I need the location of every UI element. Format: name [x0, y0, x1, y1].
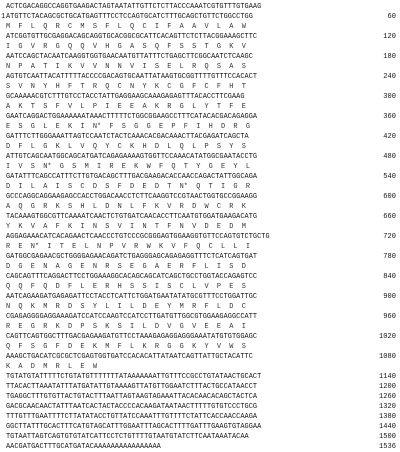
nucleotide-row [0, 192, 400, 202]
row-end-number: 1320 [378, 403, 396, 411]
nucleotide-text: CGAGAGGGGAGGAAAGATCCATCCAAGTCCATCCTTGATGTTGGCGTGGAAGAGGCCATT [6, 313, 258, 321]
nucleotide-text: AAAGCTGACATCGCGCTCGAGTGGTGATCCACACATTATAATCAGTTATTGCTACATTC [6, 353, 253, 361]
nucleotide-row [0, 2, 400, 12]
amino-acid-text: Y K V A F K I N S V I N T F N V D E D M [6, 223, 246, 231]
nucleotide-row [0, 212, 400, 222]
nucleotide-row [0, 392, 400, 402]
row-end-number: 600 [383, 193, 396, 201]
nucleotide-row [0, 312, 400, 322]
amino-acid-row [0, 342, 400, 352]
amino-acid-text: Q F S G F D E K M F L K R G G K Y V W S [6, 343, 246, 351]
amino-acid-text: M F L Q R C M S F L Q C I F A A V L A W [6, 23, 246, 31]
row-end-number: 840 [383, 273, 396, 281]
nucleotide-text: ATTGTCAGCAATGGCAGCATGATCAGAGAAAAGTGGTTCCAAACATATGGCGAATACCTG [6, 153, 258, 161]
row-end-number: 1536 [378, 443, 396, 451]
amino-acid-text: A K T S F V L P I E E A K R G L Y T F E [6, 103, 246, 111]
amino-acid-row [0, 82, 400, 92]
nucleotide-text: CAGTTCAGTGGCTTTGACGAGAAGATGTTCCTAAAGAGAGGAGGGAAATATGTGTGGAGC [6, 333, 258, 341]
amino-acid-text: D G E N A G E N R S E G A E R F L I S D [6, 263, 246, 271]
nucleotide-row [0, 152, 400, 162]
nucleotide-text: GAATCAGGACTGGAAAAAATAAACTTTTTCTGGCGGAAGCCTTTCATACACGACAGAGGA [6, 113, 258, 121]
row-end-number: 540 [383, 173, 396, 181]
row-end-number: 480 [383, 153, 396, 161]
nucleotide-row [0, 352, 400, 362]
amino-acid-text: D F L G K L V Q Y C K H D L Q L P S Y S [6, 143, 246, 151]
nucleotide-row [0, 12, 400, 22]
sequence-figure [0, 2, 400, 452]
nucleotide-row [0, 372, 400, 382]
amino-acid-row [0, 162, 400, 172]
row-end-number: 300 [383, 93, 396, 101]
row-end-number: 1500 [378, 433, 396, 441]
amino-acid-row [0, 302, 400, 312]
nucleotide-row [0, 252, 400, 262]
nucleotide-row [0, 412, 400, 422]
row-end-number: 180 [383, 53, 396, 61]
nucleotide-text: ATGTTCTACAGCGCTGCATGAGTTTCCTCCAGTGCATCTTTGCAGCTGTTCTGGCCTGG [6, 13, 253, 21]
nucleotide-row [0, 432, 400, 442]
nucleotide-text: GCCCAGGCAGGAAGAGCCACCTGGACAACCTCTTCAAGGTCCGTAACTGGTGCCGGAAGG [6, 193, 258, 201]
amino-acid-text: A Q G R K S H L D N L F K V R D W C R K [6, 203, 246, 211]
amino-acid-text: E S G L E K I N* F S G G E P F I H D R G [6, 123, 250, 131]
nucleotide-row [0, 32, 400, 42]
amino-acid-row [0, 182, 400, 192]
row-end-number: 660 [383, 213, 396, 221]
nucleotide-row [0, 442, 400, 452]
amino-acid-row [0, 202, 400, 212]
row-end-number: 240 [383, 73, 396, 81]
amino-acid-row [0, 322, 400, 332]
nucleotide-row [0, 52, 400, 62]
amino-acid-text: D I L A I S C D S F D E D T N* Q T I G R [6, 183, 250, 191]
nucleotide-text: GATATTTCAGCCATTTCTTGTGACAGCTTTGACGAAGACACCAACCAGACTATTGGCAGA [6, 173, 258, 181]
row-end-number: 1020 [378, 333, 396, 341]
amino-acid-text: S V N Y H F T R Q C N Y K C G F C F H T [6, 83, 246, 91]
amino-acid-row [0, 262, 400, 272]
amino-acid-text: N Q K M R D S Y L I L D E Y M R F L D C [6, 303, 246, 311]
nucleotide-text: GACGCAACAACTATTTAATCACTACTACCCCACAAGATAATAACTTTTTGTGTCCCTGCG [6, 403, 258, 411]
nucleotide-text: TTACACTTAAATATTTATGATATTGTAAAAGTTATGTTGGAATCTTTACTGCCATAACCT [6, 383, 258, 391]
nucleotide-text: AATCCAGCTACAATCAAGGTGGTGAACAATGTTATTTCTGAGCTTCGGCAATCTCAAGC [6, 53, 253, 61]
amino-acid-text: N P A T I K V V N N V I S E L R Q S A S [6, 63, 246, 71]
amino-acid-text: I V S N* G S M I R E K W F Q T Y G E Y L [6, 163, 250, 171]
amino-acid-row [0, 122, 400, 132]
nucleotide-text: GATGGCGAGAACGCTGGGGAGAACAGATCTGAGGGAGCAGAGAGGTTTCTCATCAGTGAT [6, 253, 258, 261]
amino-acid-row [0, 362, 400, 372]
row-start-index: 1 [1, 13, 6, 21]
nucleotide-row [0, 132, 400, 142]
row-end-number: 720 [383, 233, 396, 241]
nucleotide-text: AACGATGACTTTGCATGATACAAAAAAAAAAAAAAAA [6, 443, 161, 451]
nucleotide-row [0, 402, 400, 412]
row-end-number: 1140 [378, 373, 396, 381]
row-end-number: 1080 [378, 353, 396, 361]
nucleotide-row [0, 72, 400, 82]
nucleotide-row [0, 272, 400, 282]
amino-acid-row [0, 62, 400, 72]
nucleotide-row [0, 172, 400, 182]
amino-acid-text: R E N* I T E L N P V R W K V F Q C L L I [6, 243, 250, 251]
nucleotide-row [0, 332, 400, 342]
nucleotide-text: TTTGTTTGAATTTTCTTATATACCTGTTATCCAAATTTGTTTTCTATTCACCAACCAAGA [6, 413, 258, 421]
row-end-number: 360 [383, 113, 396, 121]
row-end-number: 900 [383, 293, 396, 301]
nucleotide-text: GATTTCTTGGGAAATTAGTCCAATCTACTCAAACACGACAAACTTACGAGATCAGCTA [6, 133, 249, 141]
amino-acid-row [0, 42, 400, 52]
nucleotide-text: ATCGGTGTTGCGAGGACAGCAGGTGCACGGCGCATTCACAGTTCTCTTACGGAAAGCTTC [6, 33, 258, 41]
row-end-number: 1260 [378, 393, 396, 401]
nucleotide-row [0, 382, 400, 392]
nucleotide-text: GCAAAAACGTCTTTGTCCTACCTATTGAGGAAGCAAAGAGAGTTTACACCTTCGAAG [6, 93, 245, 101]
row-end-number: 120 [383, 33, 396, 41]
amino-acid-row [0, 282, 400, 292]
nucleotide-text: AATCAGAAGATGAGAGATTCCTACCTCATTCTGGATGAATATATGCGTTTCCTGGATTGC [6, 293, 258, 301]
nucleotide-text: AGGAGAAACATCACAGAACTCAACCCTGTCCCGCGGGAGTGGAAGGTGTTCCAGTGTCTGCTG [6, 233, 270, 241]
nucleotide-row [0, 92, 400, 102]
amino-acid-text: Q Q F Q D F L E R H S S I S C L V P E S [6, 283, 246, 291]
nucleotide-text: GGCTTATTTGCACTTTCATGTAGCATTTGGAATTTAGCACTTTTGATTTGAAGTGTAGGAA [6, 423, 262, 431]
row-end-number: 420 [383, 133, 396, 141]
row-end-number: 1380 [378, 413, 396, 421]
row-end-number: 60 [387, 13, 396, 21]
amino-acid-text: K A D M R L E W [6, 363, 97, 371]
amino-acid-row [0, 142, 400, 152]
amino-acid-row [0, 102, 400, 112]
amino-acid-text: R E G R K D P S K S I L D V G V E E A I [6, 323, 246, 331]
nucleotide-row [0, 112, 400, 122]
row-end-number: 1440 [378, 423, 396, 431]
row-end-number: 960 [383, 313, 396, 321]
nucleotide-text: TACAAAGTGGCGTTCAAAATCAACTCTGTGATCAACACCTTCAATGTGGATGAAGACATG [6, 213, 258, 221]
nucleotide-text: ACTCGACAGGCCAGGTGAAGACTAGTAATATTGTTCTCTTACCCAAATCGTGTTTGTGAAG [6, 3, 262, 11]
nucleotide-text: CAGCAGTTTCAGGACTTCCTGGAAAGGCACAGCAGCATCAGCTGCCTGGTACCAGAGTCC [6, 273, 258, 281]
amino-acid-row [0, 222, 400, 232]
amino-acid-row [0, 242, 400, 252]
nucleotide-text: TGAGGCTTTGTGTTACTGTACTTTAATTAGTAAGTAGAAATTACACAACACAGCTACTCA [6, 393, 258, 401]
nucleotide-row [0, 292, 400, 302]
amino-acid-row [0, 22, 400, 32]
nucleotide-text: TGTATGTATTTTTCTGTATGTTTTTTTATAAAAAAATTGTTTCCGCCTGTATAACTGCACT [6, 373, 262, 381]
nucleotide-text: TGTAATTAGTCAGTGTGTATCATTCCTCTGTTTTGTAATGTATCTTCAATAAATACAA [6, 433, 249, 441]
nucleotide-row [0, 422, 400, 432]
nucleotide-text: AGTGTCAATTACATTTTTACCCCGACAGTGCAATTATAAGTGCGGTTTTGTTTCCACACT [6, 73, 258, 81]
nucleotide-row [0, 232, 400, 242]
row-end-number: 1200 [378, 383, 396, 391]
amino-acid-text: I G V R G Q Q V H G A S Q F S S T G K V [6, 43, 246, 51]
row-end-number: 780 [383, 253, 396, 261]
